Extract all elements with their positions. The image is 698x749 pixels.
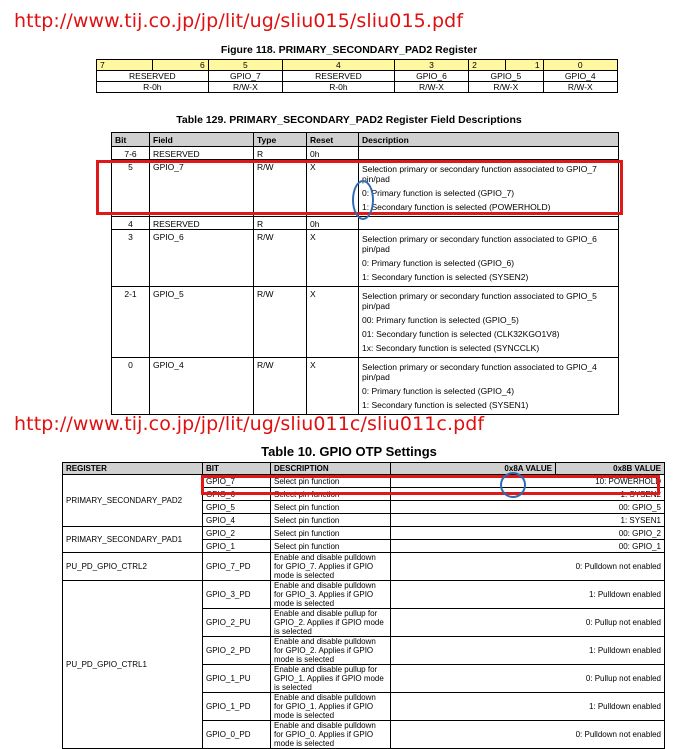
column-header: DESCRIPTION [271, 463, 391, 475]
description-line: 0: Primary function is selected (GPIO_7) [362, 188, 515, 198]
description-cell: Select pin function [271, 540, 391, 553]
type-cell: R [254, 217, 307, 230]
description-cell: Enable and disable pullup for GPIO_2. Applies if GPIO mode is selected [271, 609, 391, 637]
bit-cell: GPIO_1_PU [203, 665, 271, 693]
register-cell: PU_PD_GPIO_CTRL1 [63, 581, 203, 749]
field-access: R/W-X [543, 82, 617, 93]
description-cell: Select pin function [271, 475, 391, 488]
table-row [63, 527, 665, 540]
field-name: GPIO_4 [543, 71, 617, 82]
bit-cell: GPIO_4 [203, 514, 271, 527]
description-cell [359, 358, 619, 415]
highlight-circle [352, 180, 374, 220]
description-line: 1: Secondary function is selected (POWERHOLD) [362, 202, 551, 212]
bit-label: 4 [283, 60, 395, 71]
description-cell: Enable and disable pulldown for GPIO_2. Applies if GPIO mode is selected [271, 637, 391, 665]
description-line: 00: Primary function is selected (GPIO_5) [362, 315, 519, 325]
value-cell: 0: Pullup not enabled [391, 665, 665, 693]
description-line: Selection primary or secondary function associated to GPIO_5 pin/pad [362, 291, 597, 311]
description-cell: Enable and disable pulldown for GPIO_0. Applies if GPIO mode is selected [271, 721, 391, 749]
value-cell: 00: GPIO_5 [391, 501, 665, 514]
description-cell: Enable and disable pulldown for GPIO_1. Applies if GPIO mode is selected [271, 693, 391, 721]
bit-cell: GPIO_1_PD [203, 693, 271, 721]
description-cell: Select pin function [271, 514, 391, 527]
register-figure [96, 59, 618, 93]
bit-cell: 0 [112, 358, 150, 415]
description-cell: Select pin function [271, 501, 391, 514]
field-cell: GPIO_6 [150, 230, 254, 287]
column-header: REGISTER [63, 463, 203, 475]
bit-label: 3 [394, 60, 468, 71]
table-10-caption: Table 10. GPIO OTP Settings [261, 444, 437, 459]
bit-cell: GPIO_3_PD [203, 581, 271, 609]
description-cell: Enable and disable pulldown for GPIO_3. Applies if GPIO mode is selected [271, 581, 391, 609]
field-name: RESERVED [97, 71, 209, 82]
bit-label: 5 [208, 60, 282, 71]
bit-cell: 4 [112, 217, 150, 230]
bit-cell: 3 [112, 230, 150, 287]
column-header: Field [150, 133, 254, 147]
source-url-top[interactable]: http://www.tij.co.jp/jp/lit/ug/sliu015/sliu015.pdf [14, 10, 464, 32]
value-cell: 1: Pulldown enabled [391, 637, 665, 665]
value-cell: 0: Pulldown not enabled [391, 721, 665, 749]
description-line: 0: Primary function is selected (GPIO_6) [362, 258, 515, 268]
description-cell [359, 230, 619, 287]
field-name: GPIO_6 [394, 71, 468, 82]
gpio-otp-table [62, 462, 665, 749]
description-line: 01: Secondary function is selected (CLK32KGO1V8) [362, 329, 560, 339]
type-cell: R/W [254, 358, 307, 415]
bit-cell: GPIO_5 [203, 501, 271, 514]
column-header: Description [359, 133, 619, 147]
description-line: Selection primary or secondary function associated to GPIO_4 pin/pad [362, 362, 597, 382]
column-header: 0x8A VALUE [391, 463, 556, 475]
bit-cell: GPIO_6 [203, 488, 271, 501]
field-cell: GPIO_4 [150, 358, 254, 415]
source-url-bottom[interactable]: http://www.tij.co.jp/jp/lit/ug/sliu011c/sliu011c.pdf [14, 413, 485, 435]
value-cell: 1: SYSEN1 [391, 514, 665, 527]
column-header: Bit [112, 133, 150, 147]
field-name: GPIO_7 [208, 71, 282, 82]
description-line: 1: Secondary function is selected (SYSEN2) [362, 272, 529, 282]
type-cell: R/W [254, 160, 307, 217]
column-header: 0x8B VALUE [556, 463, 665, 475]
field-access: R/W-X [208, 82, 282, 93]
bit-cell: GPIO_2_PD [203, 637, 271, 665]
reset-cell: 0h [307, 147, 359, 160]
type-cell: R/W [254, 287, 307, 358]
value-cell: 1: Pulldown enabled [391, 693, 665, 721]
value-cell: 1: SYSEN2 [391, 488, 665, 501]
header-row [63, 463, 665, 475]
description-line: 1x: Secondary function is selected (SYNCCLK) [362, 343, 540, 353]
table-row [112, 147, 619, 160]
description-cell [359, 147, 619, 160]
value-cell: 0: Pulldown not enabled [391, 553, 665, 581]
field-access: R/W-X [394, 82, 468, 93]
field-name: RESERVED [283, 71, 395, 82]
field-access: R/W-X [469, 82, 543, 93]
bit-cell: GPIO_1 [203, 540, 271, 553]
field-access: R-0h [97, 82, 209, 93]
reset-cell: 0h [307, 217, 359, 230]
field-name: GPIO_5 [469, 71, 543, 82]
highlight-circle [500, 472, 526, 498]
bit-cell: 7-6 [112, 147, 150, 160]
column-header: Reset [307, 133, 359, 147]
reset-cell: X [307, 230, 359, 287]
bit-label: 0 [543, 60, 617, 71]
description-line: Selection primary or secondary function associated to GPIO_6 pin/pad [362, 234, 597, 254]
description-line: 0: Primary function is selected (GPIO_4) [362, 386, 515, 396]
bit-label: 1 [506, 60, 543, 71]
field-cell: RESERVED [150, 147, 254, 160]
column-header: Type [254, 133, 307, 147]
description-line: 1: Secondary function is selected (SYSEN1) [362, 400, 529, 410]
description-cell: Enable and disable pullup for GPIO_1. Applies if GPIO mode is selected [271, 665, 391, 693]
value-cell: 00: GPIO_2 [391, 527, 665, 540]
value-cell: 0: Pullup not enabled [391, 609, 665, 637]
field-cell: GPIO_5 [150, 287, 254, 358]
reset-cell: X [307, 287, 359, 358]
bit-cell: 5 [112, 160, 150, 217]
bit-label: 2 [469, 60, 506, 71]
bit-label: 7 [97, 60, 153, 71]
bit-cell: GPIO_2_PU [203, 609, 271, 637]
table-129-caption: Table 129. PRIMARY_SECONDARY_PAD2 Register Field Descriptions [176, 114, 522, 126]
register-cell: PRIMARY_SECONDARY_PAD1 [63, 527, 203, 553]
bit-cell: GPIO_7 [203, 475, 271, 488]
highlight-box-gpio7-otp [201, 475, 660, 495]
field-access: R-0h [283, 82, 395, 93]
column-header: BIT [203, 463, 271, 475]
table-row [112, 230, 619, 287]
description-line: Selection primary or secondary function associated to GPIO_7 pin/pad [362, 164, 597, 184]
register-cell: PU_PD_GPIO_CTRL2 [63, 553, 203, 581]
bit-cell: GPIO_0_PD [203, 721, 271, 749]
description-cell [359, 287, 619, 358]
field-cell: GPIO_7 [150, 160, 254, 217]
reset-cell: X [307, 358, 359, 415]
type-cell: R/W [254, 230, 307, 287]
bit-label: 6 [152, 60, 208, 71]
value-cell: 10: POWERHOLD [391, 475, 665, 488]
value-cell: 00: GPIO_1 [391, 540, 665, 553]
bit-cell: GPIO_7_PD [203, 553, 271, 581]
table-row [112, 358, 619, 415]
description-cell: Enable and disable pulldown for GPIO_7. Applies if GPIO mode is selected [271, 553, 391, 581]
header-row [112, 133, 619, 147]
register-cell: PRIMARY_SECONDARY_PAD2 [63, 475, 203, 527]
field-cell: RESERVED [150, 217, 254, 230]
figure-caption: Figure 118. PRIMARY_SECONDARY_PAD2 Register [220, 44, 478, 56]
description-cell [359, 217, 619, 230]
table-row [63, 553, 665, 581]
bit-cell: GPIO_2 [203, 527, 271, 540]
description-cell: Select pin function [271, 527, 391, 540]
table-row [63, 581, 665, 609]
table-row [112, 287, 619, 358]
value-cell: 1: Pulldown enabled [391, 581, 665, 609]
bit-cell: 2-1 [112, 287, 150, 358]
reset-cell: X [307, 160, 359, 217]
type-cell: R [254, 147, 307, 160]
description-cell: Select pin function [271, 488, 391, 501]
